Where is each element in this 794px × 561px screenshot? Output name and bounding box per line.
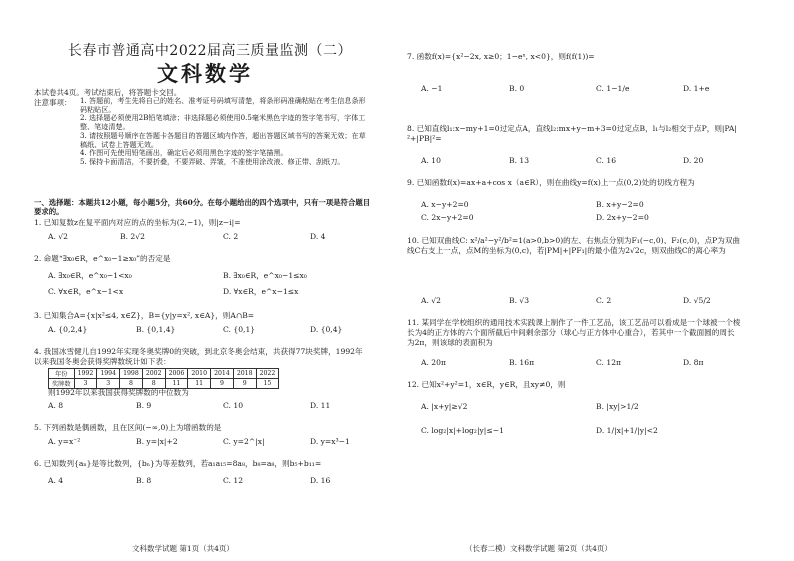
- table-cell: 1998: [120, 369, 143, 379]
- intro-text: 本试卷共4页。考试结束后，将答题卡交回。: [34, 88, 182, 97]
- option-a: A. 20π: [421, 358, 446, 367]
- table-cell: 年份: [49, 369, 75, 379]
- table-cell: 9: [233, 379, 256, 389]
- option-c: C. ∀x∈R，e^x−1<x: [48, 287, 124, 296]
- table-cell: 1994: [97, 369, 120, 379]
- question-stem: 2. 命题“∃x₀∈R，e^x₀−1≥x₀”的否定是: [34, 254, 171, 263]
- question-1: [34, 218, 241, 228]
- page-footer: 文科数学试题 第1页（共4页）: [132, 544, 234, 553]
- question-stem: 8. 已知直线l₁:x−my+1=0过定点A，直线l₂:mx+y−m+3=0过定点B，l₁与l₂相交于点P，则|PA|²+|PB|²=: [407, 124, 737, 143]
- option-b: B. 9: [136, 401, 152, 410]
- table-cell: 8: [142, 379, 165, 389]
- question-stem: 1. 已知复数z在复平面内对应的点的坐标为(2,−1)，则|z−i|=: [34, 218, 241, 227]
- table-cell: 9: [211, 379, 234, 389]
- option-c: C. {0,1}: [223, 325, 256, 334]
- option-a: A. {0,2,4}: [48, 325, 88, 334]
- option-b: B. 0: [509, 84, 525, 93]
- table-cell: 2018: [233, 369, 256, 379]
- option-c: C. y=2^|x|: [223, 437, 265, 446]
- option-c: C. log₂|x|+log₂|y|≤−1: [421, 426, 504, 435]
- table-cell: 8: [120, 379, 143, 389]
- option-d: D. 8π: [683, 358, 704, 367]
- option-d: D. ∀x∈R，e^x−1≤x: [223, 287, 299, 296]
- option-b: B. 16π: [509, 358, 535, 367]
- question-stem: 4. 我国冰雪健儿自1992年实现冬奥奖牌0的突破，到北京冬奥会结束，共获得77块奖牌，1992年以来我国冬奥会获得奖牌数统计如下表：: [34, 347, 363, 366]
- question-10: [407, 236, 742, 256]
- question-stem: 5. 下列函数是偶函数，且在区间(−∞,0)上为增函数的是: [34, 423, 222, 432]
- option-d: D. 20: [683, 156, 704, 165]
- option-c: C. 12π: [596, 358, 622, 367]
- table-cell: 15: [256, 379, 279, 389]
- option-a: A. 10: [421, 156, 441, 165]
- exam-title: 长春市普通高中2022届高三质量监测（二）: [67, 43, 353, 59]
- subject-title: 文科数学: [157, 61, 253, 86]
- question-tail: 则1992年以来我国获得奖牌数的中位数为: [48, 388, 189, 397]
- option-d: D. {0,4}: [310, 325, 343, 334]
- table-cell: 2014: [211, 369, 234, 379]
- option-c: C. 2: [223, 232, 239, 241]
- question-stem: 11. 某同学在学校组织的通用技术实践课上制作了一件工艺品，该工艺品可以看成是一个球被一个棱长为4的正方体的六个面所截后中间剩余部分（球心与正方体中心重合），若其中一个截面圆的周长为2π，则该球的表面积为: [407, 318, 741, 347]
- question-stem: 7. 函数f(x)={x²−2x, x≥0；1−eˣ, x<0}，则f(f(1))=: [407, 52, 595, 61]
- option-d: D. 11: [310, 401, 331, 410]
- option-c: C. 1−1/e: [596, 84, 630, 93]
- right-page: [397, 0, 794, 561]
- option-c: C. 12: [223, 476, 244, 485]
- table-cell: 奖牌数: [49, 379, 75, 389]
- option-a: A. ∃x₀∈R，e^x₀−1<x₀: [48, 271, 132, 280]
- table-row: [49, 379, 279, 389]
- table-cell: 2010: [188, 369, 211, 379]
- question-5: [34, 423, 221, 433]
- medal-table: [48, 368, 279, 389]
- question-6: [34, 459, 321, 469]
- question-stem: 6. 已知数列{aₙ}是等比数列，{bₙ}为等差数列，若a₁a₁₅=8a₈，b₈=a₈，则b₅+b₁₁=: [34, 459, 322, 468]
- notice-item: 3. 请按照题号顺序在答题卡各题目的答题区域内作答，超出答题区域书写的答案无效；在草稿纸、试卷上答题无效。: [80, 130, 366, 149]
- question-4: [34, 347, 364, 367]
- option-a: A. y=x⁻²: [48, 437, 81, 446]
- option-d: D. 16: [310, 476, 331, 485]
- option-a: A. √2: [48, 232, 68, 241]
- option-b: B. 8: [136, 476, 152, 485]
- question-9: [407, 178, 737, 188]
- table-cell: 3: [74, 379, 97, 389]
- question-7: [407, 52, 595, 62]
- table-cell: 11: [165, 379, 188, 389]
- question-stem: 9. 已知函数f(x)=ax+a+cos x（a∈R），则在曲线y=f(x)上一点(0,2)处的切线方程为: [407, 178, 695, 187]
- option-c: C. 2: [596, 296, 612, 305]
- option-d: D. 2x+y−2=0: [596, 213, 649, 222]
- option-d: D. 1+e: [683, 84, 710, 93]
- table-cell: 3: [97, 379, 120, 389]
- option-a: A. 8: [48, 401, 64, 410]
- table-row: [49, 369, 279, 379]
- notice-item: 4. 作图可先使用铅笔画出，确定后必须用黑色字迹的签字笔描黑。: [80, 148, 288, 158]
- option-b: B. ∃x₀∈R，e^x₀−1≤x₀: [223, 271, 307, 280]
- option-d: D. y=x³−1: [310, 437, 350, 446]
- option-b: B. √3: [509, 296, 530, 305]
- option-c: C. 16: [596, 156, 617, 165]
- section-heading: 一、选择题：本题共12小题，每小题5分，共60分。在每小题给出的四个选项中，只有一项是符合题目要求的。: [34, 198, 371, 216]
- table-cell: 2006: [165, 369, 188, 379]
- option-b: B. y=|x|+2: [136, 437, 178, 446]
- question-stem: 3. 已知集合A={x|x²≤4, x∈Z}，B={y|y=x², x∈A}，则A∩B=: [34, 311, 255, 320]
- question-8: [407, 124, 737, 144]
- notice-item: 5. 保持卡面清洁，不要折叠，不要弄破、弄皱，不准使用涂改液、修正带、刮纸刀。: [80, 156, 345, 166]
- option-b: B. |xy|>1/2: [596, 402, 639, 411]
- notice-item: 2. 选择题必须使用2B铅笔填涂；非选择题必须使用0.5毫米黑色字迹的签字笔书写，字体工整、笔迹清楚。: [80, 113, 366, 132]
- option-d: D. 4: [310, 232, 326, 241]
- option-b: B. {0,1,4}: [136, 325, 176, 334]
- notice-label: 注意事项：: [34, 98, 72, 107]
- option-c: C. 10: [223, 401, 244, 410]
- option-a: A. x−y+2=0: [421, 200, 469, 209]
- question-stem: 10. 已知双曲线C: x²/a²−y²/b²=1(a>0,b>0)的左、右焦点分别为F₁(−c,0)、F₂(c,0)，点P为双曲线C右支上一点，点M的坐标为(0,c)，若|PM|+|PF₁|的最小值为2√2c，则双曲线C的离心率为: [407, 236, 741, 255]
- option-b: B. 13: [509, 156, 530, 165]
- option-d: D. √5/2: [683, 296, 711, 305]
- question-3: [34, 311, 254, 321]
- option-d: D. 1/|x|+1/|y|<2: [596, 426, 658, 435]
- option-a: A. 4: [48, 476, 64, 485]
- notice-item: 1. 答题前，考生先将自己的姓名、准考证号码填写清楚，将条形码准确粘贴在考生信息条形码粘贴区。: [80, 96, 366, 114]
- table-cell: 1992: [74, 369, 97, 379]
- option-b: B. 2√2: [120, 232, 145, 241]
- question-12: [407, 380, 565, 390]
- table-cell: 2022: [256, 369, 279, 379]
- option-a: A. |x+y|≥√2: [421, 402, 468, 411]
- question-stem: 12. 已知x²+y²=1，x∈R，y∈R，且xy≠0，则: [407, 380, 566, 389]
- option-a: A. √2: [421, 296, 441, 305]
- table-cell: 2002: [142, 369, 165, 379]
- page-footer: （长春二模）文科数学试题 第2页（共4页）: [465, 544, 612, 553]
- option-b: B. x+y−2=0: [596, 200, 644, 209]
- question-11: [407, 318, 742, 348]
- table-cell: 11: [188, 379, 211, 389]
- option-a: A. −1: [421, 84, 443, 93]
- option-c: C. 2x−y+2=0: [421, 213, 474, 222]
- notice-list: [80, 97, 370, 167]
- question-2: [34, 254, 170, 264]
- question-4-tail: [48, 388, 189, 398]
